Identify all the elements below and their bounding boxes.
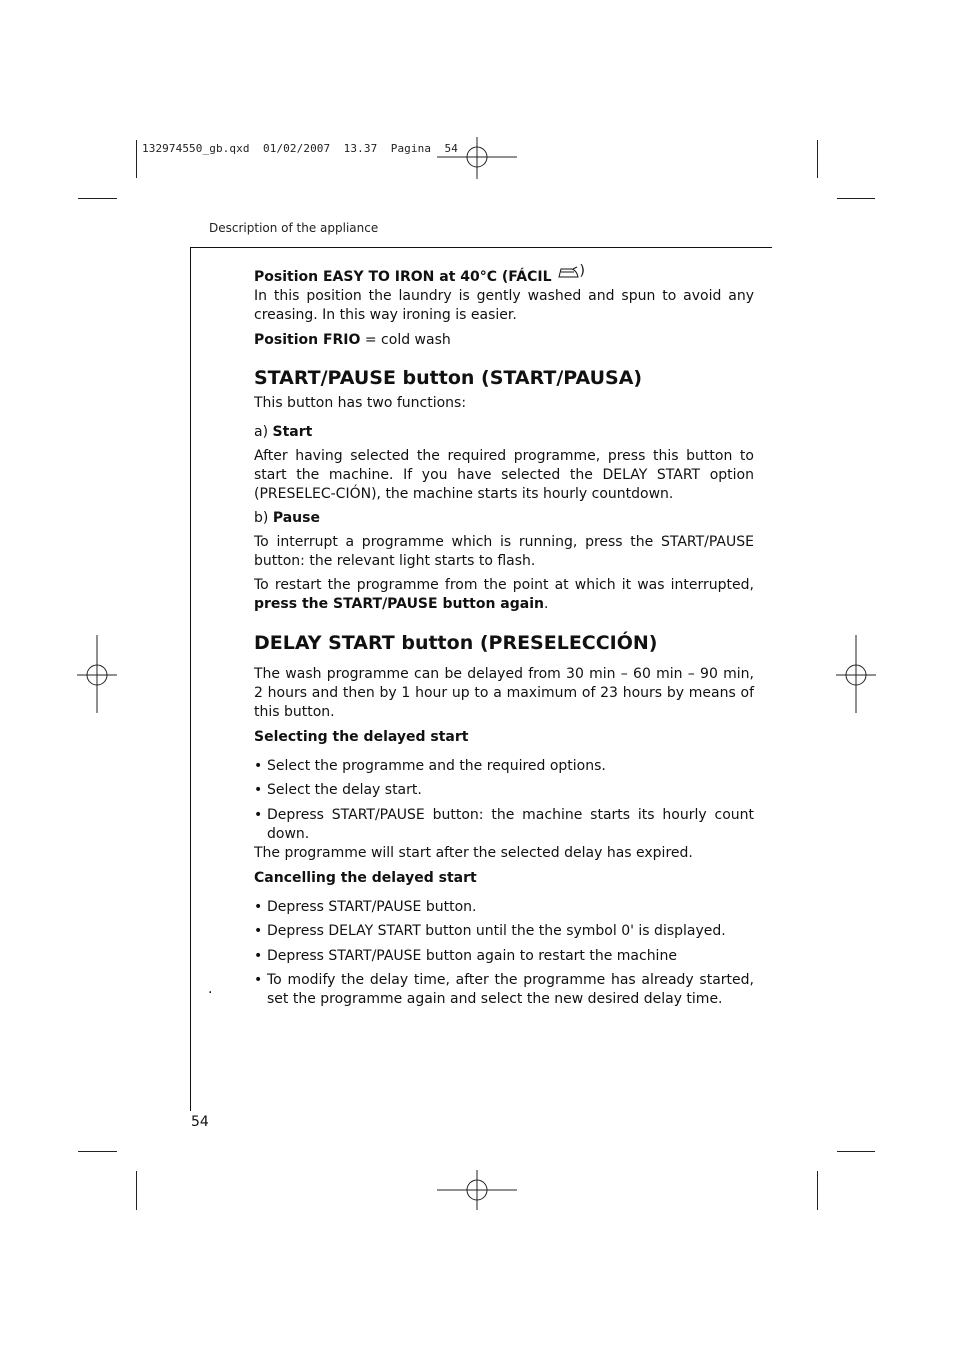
easy-iron-text: In this position the laundry is gently washed and spun to avoid any creasing. In this way ironing is easier. (254, 288, 754, 323)
registration-mark-right (816, 635, 896, 715)
iron-icon (558, 265, 580, 284)
list-item: • Select the programme and the required options. (254, 758, 606, 774)
list-item: • To modify the delay time, after the programme has already started, set the programme again and select the new desired delay time. (254, 972, 754, 1007)
selecting-title: Selecting the delayed start (254, 729, 469, 745)
list-item: • Depress START/PAUSE button again to restart the machine (254, 948, 677, 964)
list-item: • Depress START/PAUSE button. (254, 899, 477, 915)
page-number: 54 (191, 1114, 209, 1130)
crop-mark (837, 198, 875, 199)
crop-mark (837, 1151, 875, 1152)
registration-mark-top (437, 117, 517, 197)
crop-mark (817, 1171, 818, 1210)
file-slug: 132974550_gb.qxd 01/02/2007 13.37 Pagina 54 (142, 142, 458, 155)
cancelling-list (254, 898, 754, 1009)
list-item: • Select the delay start. (254, 782, 422, 798)
crop-mark (78, 198, 117, 199)
start-text: After having selected the required programme, press this button to start the machine. If you have selected the DELAY START option (PRESELEC-CIÓN), the machine starts its hourly countdown. (254, 448, 754, 502)
delay-intro: The wash programme can be delayed from 30 min – 60 min – 90 min, 2 hours and then by 1 hour up to a maximum of 23 hours by means of this button. (254, 666, 754, 720)
cancelling-title: Cancelling the delayed start (254, 870, 477, 886)
stray-mark: . (208, 981, 213, 997)
registration-mark-bottom (437, 1150, 517, 1230)
header-rule (190, 247, 772, 248)
start-pause-intro: This button has two functions: (254, 395, 467, 411)
margin-rule (190, 247, 191, 1111)
section-heading-delay-start: DELAY START button (PRESELECCIÓN) (254, 632, 658, 654)
page-content (254, 265, 754, 1009)
crop-mark (78, 1151, 117, 1152)
crop-mark (136, 1171, 137, 1210)
selecting-list (254, 757, 754, 844)
crop-mark (817, 140, 818, 178)
crop-mark (136, 140, 137, 178)
registration-mark-left (57, 635, 137, 715)
selecting-after: The programme will start after the selected delay has expired. (254, 845, 693, 861)
start-subtitle: a) Start (254, 424, 313, 440)
list-item: • Depress START/PAUSE button: the machine starts its hourly count down. (254, 807, 754, 842)
pause-subtitle: b) Pause (254, 510, 320, 526)
section-heading-start-pause: START/PAUSE button (START/PAUSA) (254, 367, 643, 389)
restart-text: To restart the programme from the point at which it was interrupted, press the START/PAUSE button again. (254, 577, 754, 612)
running-header: Description of the appliance (209, 221, 379, 235)
easy-iron-title: Position EASY TO IRON at 40°C (FÁCIL ) (254, 263, 585, 285)
frio-line: Position FRIO = cold wash (254, 332, 451, 348)
list-item: • Depress DELAY START button until the the symbol 0' is displayed. (254, 923, 726, 939)
pause-text: To interrupt a programme which is running, press the START/PAUSE button: the relevant light starts to flash. (254, 534, 754, 569)
